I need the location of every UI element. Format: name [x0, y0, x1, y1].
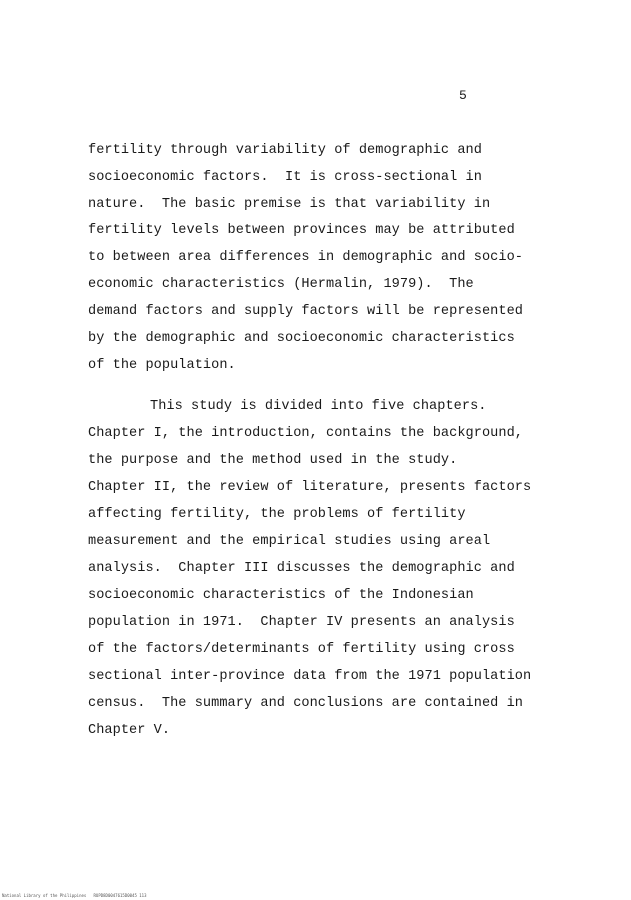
text-line: Chapter I, the introduction, contains the background, — [88, 426, 524, 441]
text-line: sectional inter-province data from the 1971 population — [88, 669, 532, 684]
text-line: measurement and the empirical studies using areal — [88, 534, 491, 549]
text-line: fertility through variability of demographic and — [88, 143, 482, 158]
text-line: of the population. — [88, 358, 236, 373]
text-line: economic characteristics (Hermalin, 1979). The — [88, 277, 474, 292]
text-line: Chapter V. — [88, 723, 171, 738]
text-line: Chapter II, the review of literature, presents factors — [88, 480, 532, 495]
text-line: affecting fertility, the problems of fertility — [88, 507, 466, 522]
text-line: population in 1971. Chapter IV presents an analysis — [88, 615, 515, 630]
text-line: socioeconomic characteristics of the Indonesian — [88, 588, 474, 603]
text-line: the purpose and the method used in the study. — [88, 453, 458, 468]
text-line: analysis. Chapter III discusses the demographic and — [88, 561, 515, 576]
text-line: This study is divided into five chapters. — [150, 399, 487, 414]
text-line: to between area differences in demographic and socio- — [88, 250, 524, 265]
text-line: by the demographic and socioeconomic characteristics — [88, 331, 515, 346]
text-line: demand factors and supply factors will be represented — [88, 304, 524, 319]
footer-scan-label: National Library of the Philippines RUPD8D0047615D0045 113 — [2, 893, 147, 898]
text-line: of the factors/determinants of fertility using cross — [88, 642, 515, 657]
text-line: socioeconomic factors. It is cross-sectional in — [88, 170, 482, 185]
text-line: census. The summary and conclusions are contained in — [88, 696, 524, 711]
text-line: nature. The basic premise is that variability in — [88, 197, 491, 212]
page-number: 5 — [459, 88, 467, 103]
text-line: fertility levels between provinces may be attributed — [88, 223, 515, 238]
